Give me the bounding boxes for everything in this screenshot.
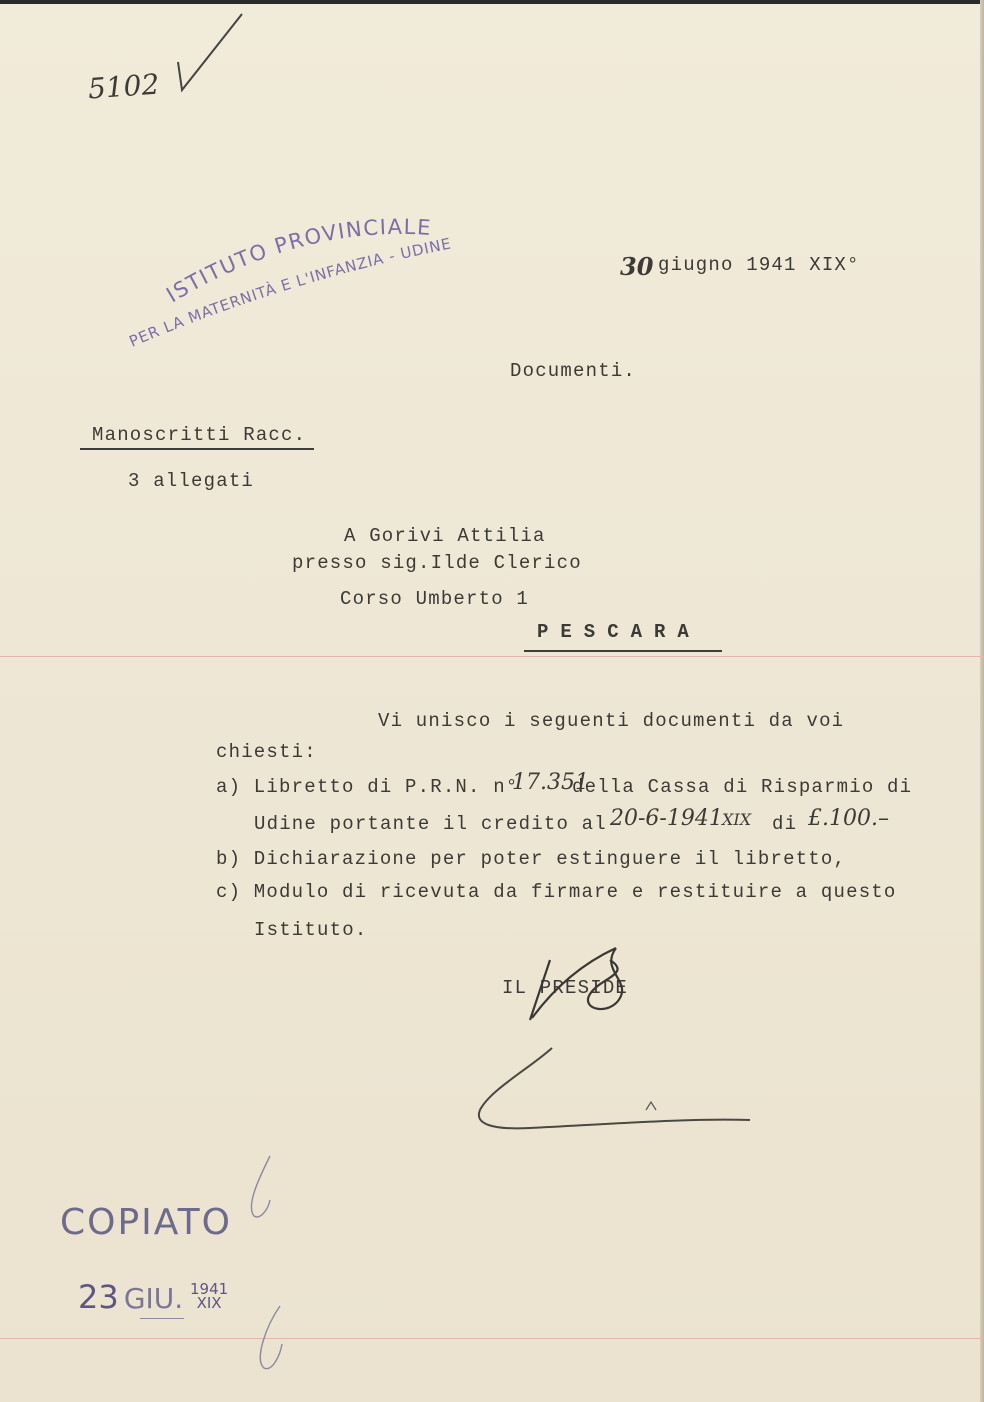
scan-top-edge (0, 0, 984, 4)
copy-date-year-block (190, 1282, 228, 1310)
city-underline (524, 650, 722, 652)
item-a-date-handwritten: 20-6-1941 (610, 806, 723, 831)
recipient-city: PESCARA (537, 621, 701, 643)
copy-date-stamp (78, 1278, 183, 1316)
check-mark-icon (170, 10, 250, 100)
date-day-handwritten: 30 (620, 252, 654, 281)
date-line: giugno 1941 XIX° (658, 254, 860, 276)
archive-number: 5102 (86, 67, 161, 106)
copy-date-year: 1941 (190, 1280, 229, 1298)
signature-label: IL PRESIDE (502, 977, 629, 999)
institute-stamp (110, 195, 510, 365)
manoscritti-underline (80, 448, 314, 450)
signature-initials (520, 940, 640, 1030)
attachments-label: 3 allegati (128, 470, 255, 492)
copiato-stamp: COPIATO (60, 1202, 232, 1243)
paper-ruling-line (0, 1338, 984, 1339)
item-a-line2-prefix: Udine portante il credito al (254, 813, 607, 835)
item-c-line2: Istituto. (254, 919, 368, 941)
body-intro-1: Vi unisco i seguenti documenti da voi (378, 710, 845, 732)
stamp-line-1: ISTITUTO PROVINCIALE (162, 214, 433, 308)
copy-date-era: XIX (196, 1294, 222, 1312)
item-a-di: di (772, 813, 798, 835)
recipient-street: Corso Umberto 1 (340, 588, 530, 610)
item-b: b) Dichiarazione per poter estinguere il libretto, (216, 848, 847, 870)
copy-date-day: 23 (78, 1278, 119, 1316)
item-a-suffix: della Cassa di Risparmio di (572, 776, 913, 798)
body-intro-2: chiesti: (216, 741, 317, 763)
copy-stamp-rule (140, 1318, 184, 1319)
recipient-name: A Gorivi Attilia (344, 525, 546, 547)
stamp-line-2: PER LA MATERNITÀ E L'INFANZIA - UDINE (126, 234, 454, 351)
item-c-line1: c) Modulo di ricevuta da firmare e restituire a questo (216, 881, 897, 903)
recipient-care-of: presso sig.Ilde Clerico (292, 552, 582, 574)
paper-ruling-line (0, 656, 984, 657)
scan-right-edge (980, 0, 984, 1402)
item-a-number-handwritten: 17.351 (512, 770, 589, 795)
item-a-prefix: a) Libretto di P.R.N. n° (216, 776, 519, 798)
manoscritti-label: Manoscritti Racc. (92, 424, 307, 446)
subject-label: Documenti. (510, 360, 637, 382)
signature-flourish (470, 1040, 760, 1140)
item-a-era-handwritten: XIX (722, 810, 752, 829)
item-a-amount-handwritten: £.100.– (808, 806, 889, 831)
copy-date-month: GIU. (123, 1282, 184, 1315)
pencil-mark (240, 1150, 280, 1230)
pencil-mark-bottom (248, 1300, 298, 1380)
